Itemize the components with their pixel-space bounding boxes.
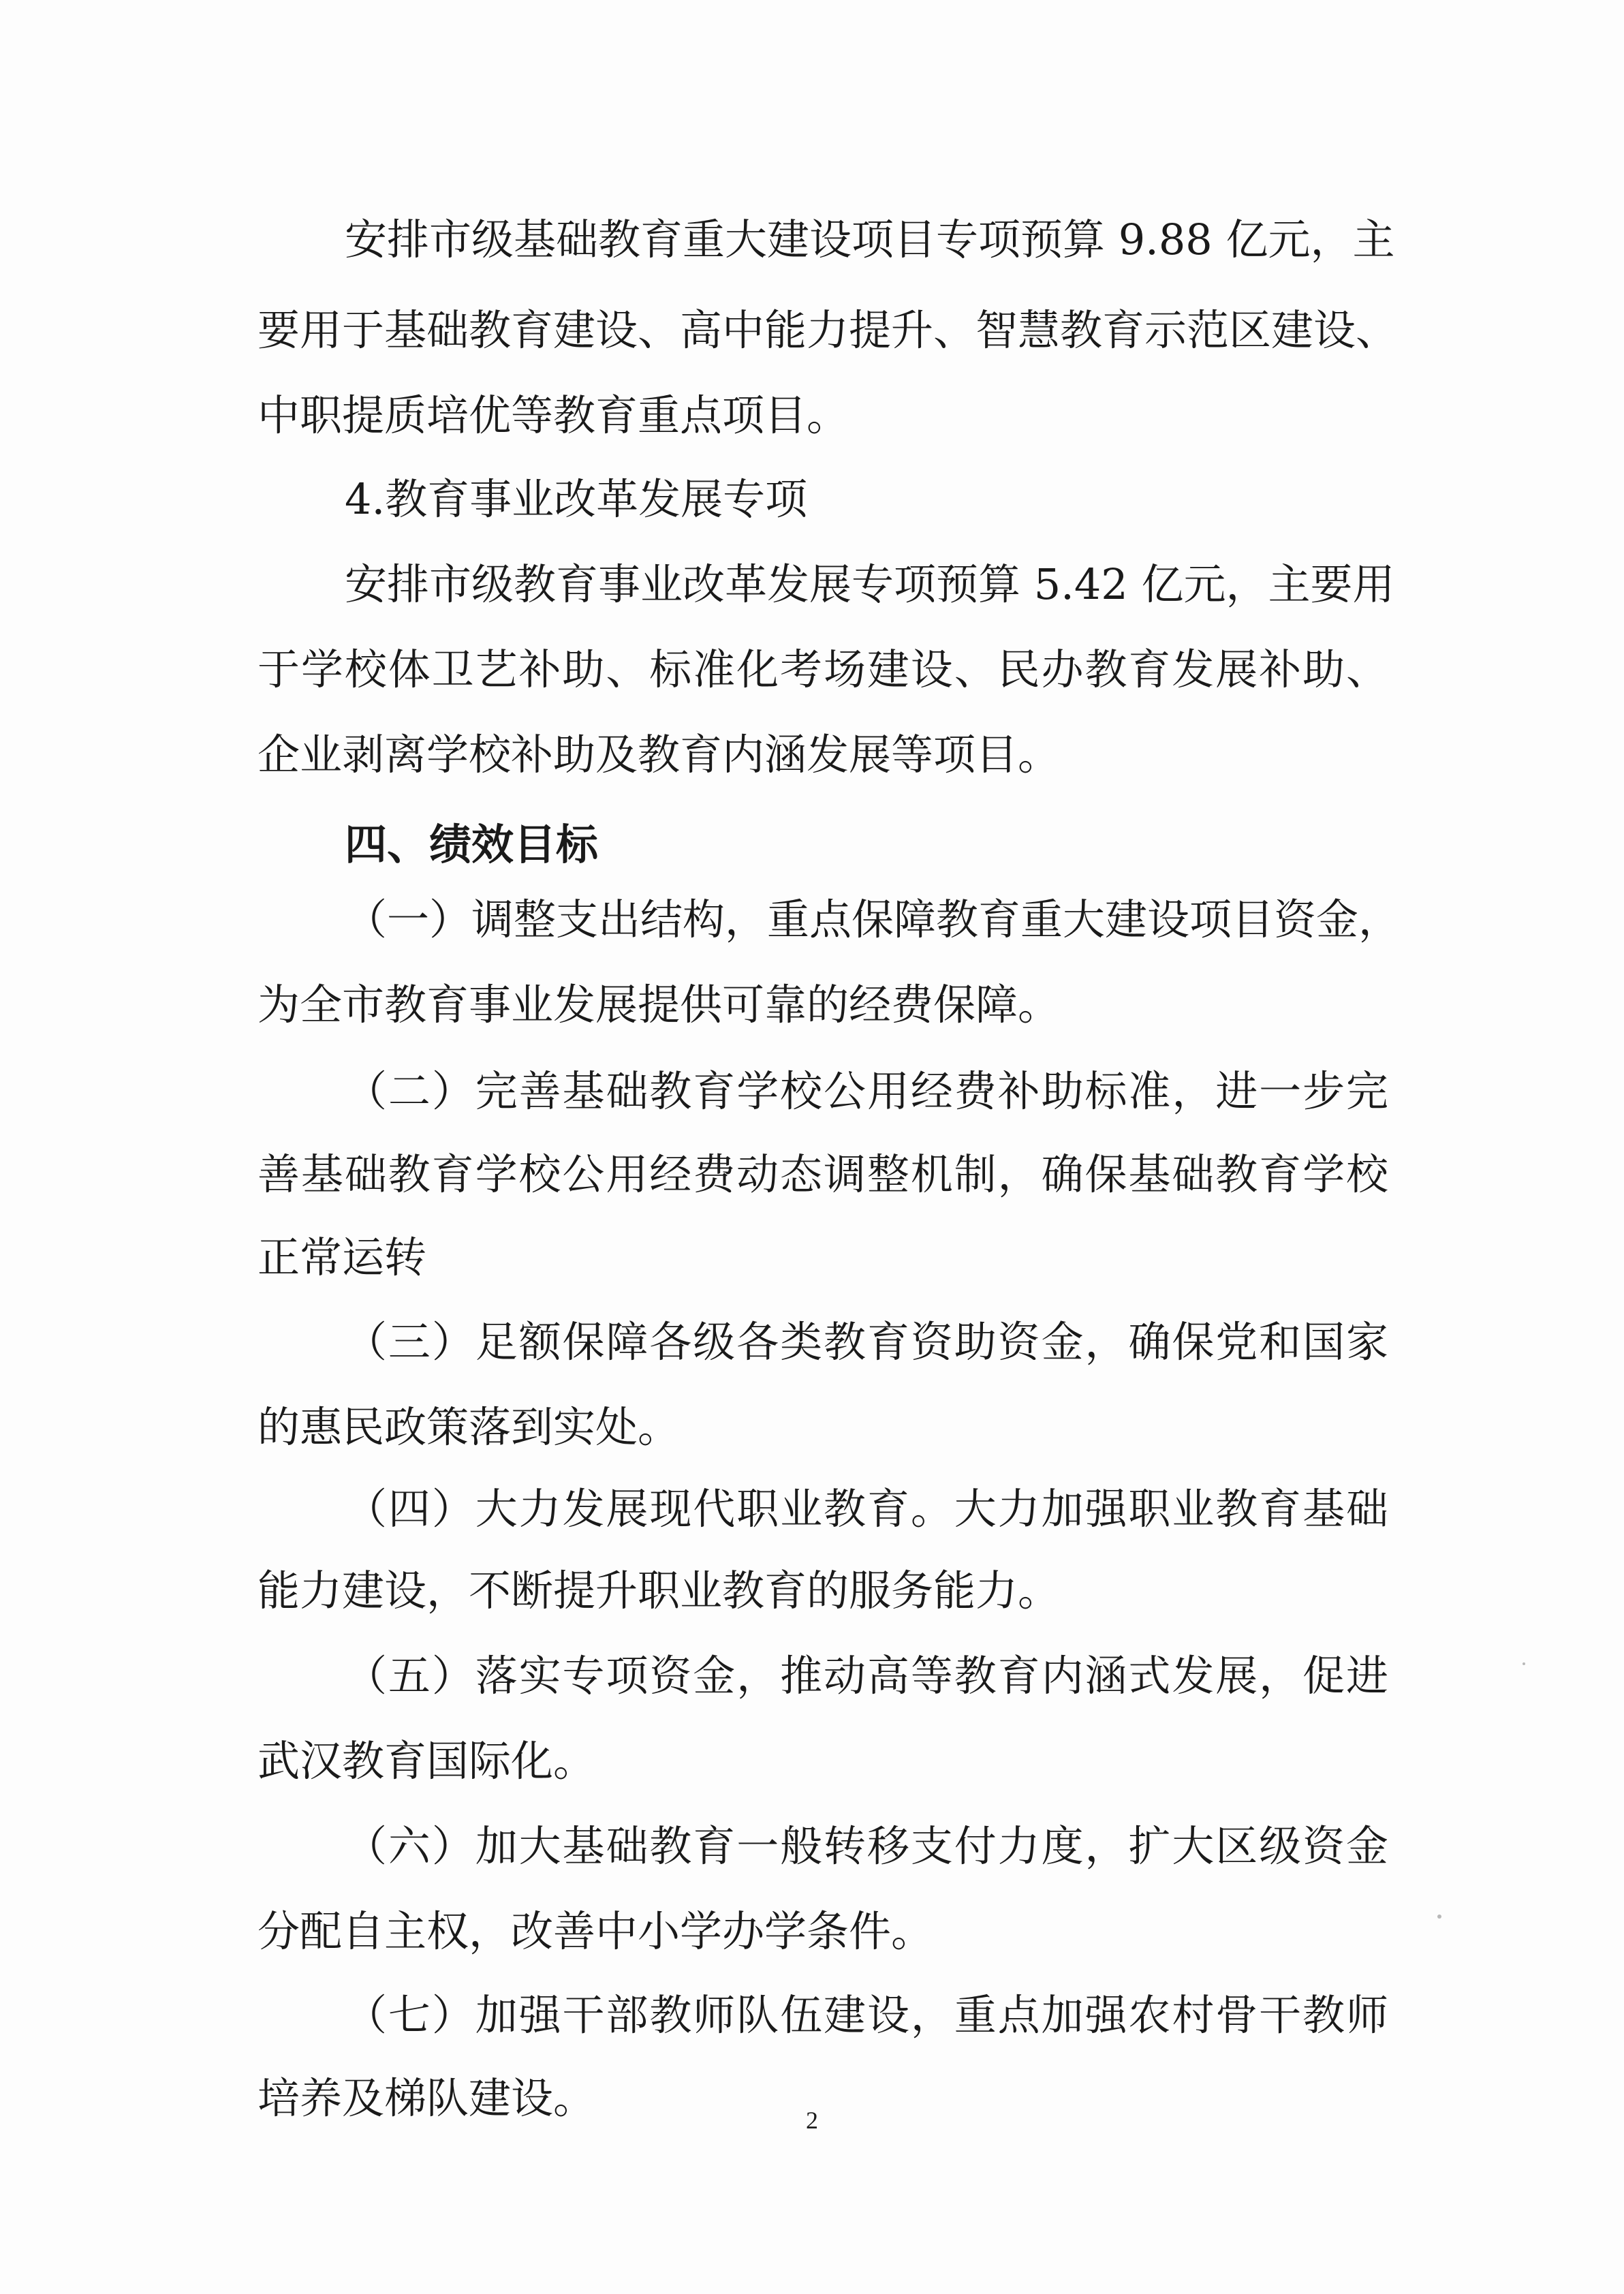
page-number: 2 xyxy=(806,2107,818,2134)
section-heading: 四、绩效目标 xyxy=(345,820,599,869)
paragraph-line: （一）调整支出结构，重点保障教育重大建设项目资金， xyxy=(345,895,1401,944)
paragraph-line: 武汉教育国际化。 xyxy=(257,1736,596,1786)
paragraph-line: 安排市级教育事业改革发展专项预算 5.42 亿元，主要用 xyxy=(345,559,1395,609)
paragraph-line: 为全市教育事业发展提供可靠的经费保障。 xyxy=(257,980,1061,1029)
scan-speck xyxy=(1522,1662,1525,1665)
paragraph-line: 企业剥离学校补助及教育内涵发展等项目。 xyxy=(257,730,1061,779)
paragraph-line: 分配自主权，改善中小学办学条件。 xyxy=(257,1906,934,1956)
paragraph-line: （二）完善基础教育学校公用经费补助标准，进一步完 xyxy=(345,1066,1388,1116)
paragraph-line: （七）加强干部教师队伍建设，重点加强农村骨干教师 xyxy=(345,1990,1388,2040)
paragraph-line: 于学校体卫艺补助、标准化考场建设、民办教育发展补助、 xyxy=(257,645,1388,694)
paragraph-line: （四）大力发展现代职业教育。大力加强职业教育基础 xyxy=(345,1484,1388,1534)
paragraph-line: （三）足额保障各级各类教育资助资金，确保党和国家 xyxy=(345,1317,1388,1367)
paragraph-line: 能力建设，不断提升职业教育的服务能力。 xyxy=(257,1566,1061,1615)
paragraph-line: 要用于基础教育建设、高中能力提升、智慧教育示范区建设、 xyxy=(257,305,1399,355)
paragraph-line: 中职提质培优等教育重点项目。 xyxy=(257,390,849,440)
paragraph-line: （六）加大基础教育一般转移支付力度，扩大区级资金 xyxy=(345,1821,1388,1871)
section-subheading: 4.教育事业改革发展专项 xyxy=(345,474,808,524)
paragraph-line: 善基础教育学校公用经费动态调整机制，确保基础教育学校 xyxy=(257,1149,1388,1199)
paragraph-line: 培养及梯队建设。 xyxy=(257,2073,596,2123)
paragraph-line: 安排市级基础教育重大建设项目专项预算 9.88 亿元，主 xyxy=(345,215,1395,264)
paragraph-line: 正常运转 xyxy=(257,1233,427,1282)
paragraph-line: （五）落实专项资金，推动高等教育内涵式发展，促进 xyxy=(345,1651,1388,1701)
scan-speck xyxy=(1437,1915,1441,1919)
paragraph-line: 的惠民政策落到实处。 xyxy=(257,1402,681,1452)
